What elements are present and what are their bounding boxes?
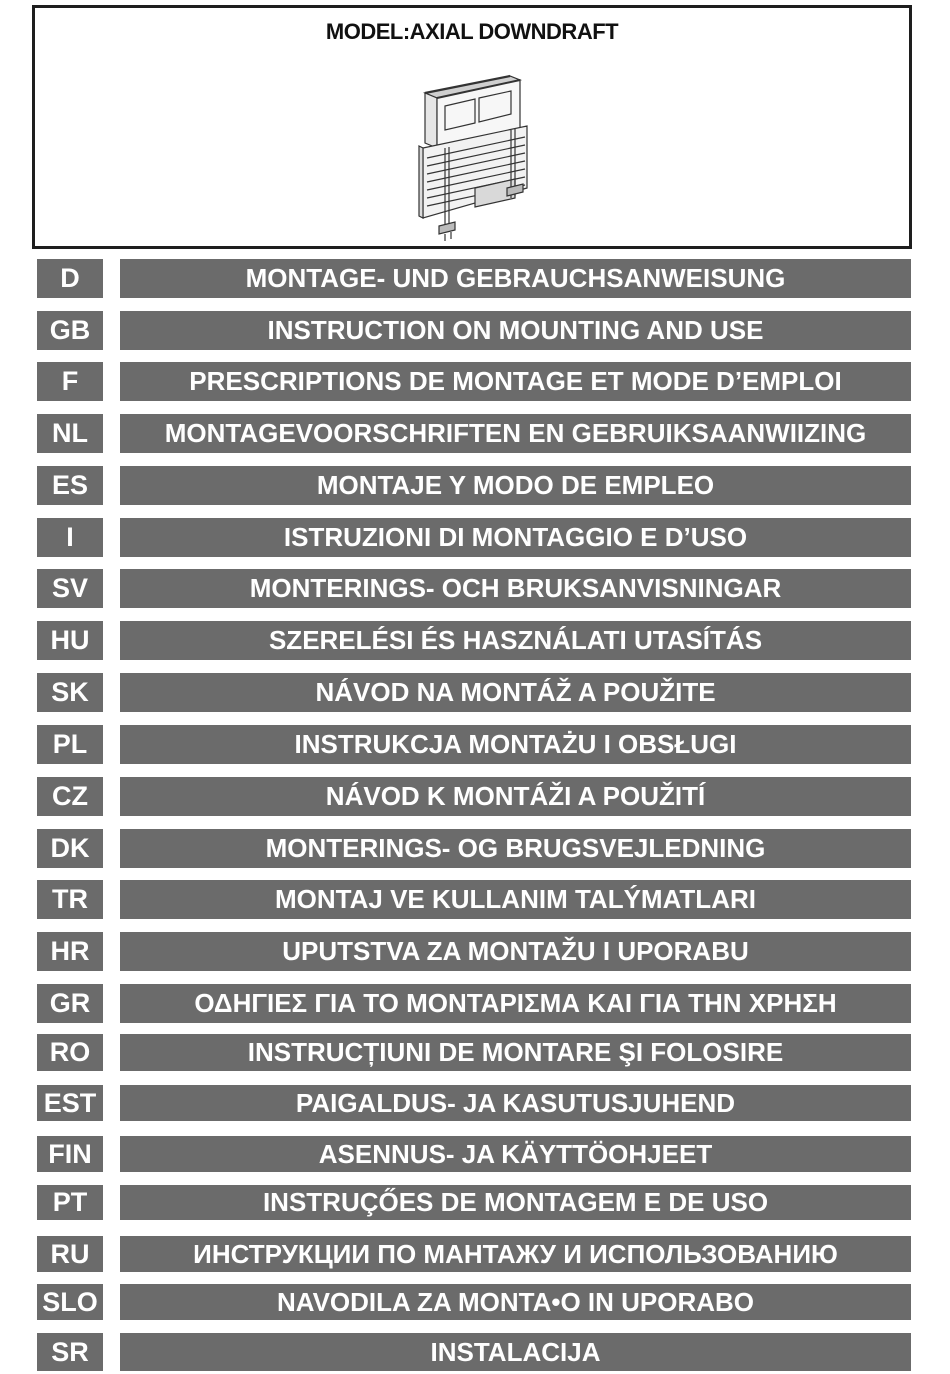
language-code-badge: [37, 880, 103, 919]
language-code: SV: [51, 573, 89, 603]
language-title-bar: [120, 829, 911, 868]
language-code-badge: [37, 1236, 103, 1272]
language-title: MONTAJ VE KULLANIM TALÝMATLARI: [275, 884, 756, 914]
language-row: [0, 880, 950, 919]
language-row: [0, 414, 950, 453]
language-title: ΟΔΗΓΙΕΣ ΓΙΑ ΤΟ ΜΟΝΤΑΡΙΣΜΑ ΚΑΙ ΓΙΑ ΤΗΝ ΧΡΗΣΗ: [194, 988, 837, 1018]
language-title-bar: [120, 1136, 911, 1172]
language-title-bar: [120, 1236, 911, 1272]
language-title-bar: [120, 1185, 911, 1220]
language-title: UPUTSTVA ZA MONTAŽU I UPORABU: [282, 936, 749, 966]
language-row: [0, 362, 950, 401]
language-title-bar: [120, 259, 911, 298]
language-code-badge: [37, 777, 103, 816]
language-code: F: [61, 366, 79, 396]
language-row: [0, 1333, 950, 1371]
language-title: INSTRUCȚIUNI DE MONTARE ŞI FOLOSIRE: [247, 1037, 784, 1067]
language-title-bar: [120, 621, 911, 660]
language-code-badge: [37, 1333, 103, 1371]
language-code: ES: [51, 470, 89, 500]
language-title-bar: [120, 932, 911, 971]
language-code-badge: [37, 673, 103, 712]
language-code-badge: [37, 466, 103, 505]
language-code: EST: [43, 1087, 97, 1118]
language-code-badge: [37, 725, 103, 764]
language-code-badge: [37, 569, 103, 608]
language-title: SZERELÉSI ÉS HASZNÁLATI UTASÍTÁS: [268, 625, 763, 655]
language-row: [0, 1034, 950, 1071]
language-title: NÁVOD NA MONTÁŽ A POUŽITE: [315, 677, 716, 707]
language-code-badge: [37, 1085, 103, 1121]
language-code: NL: [52, 418, 88, 448]
language-title: MONTAGE- UND GEBRAUCHSANWEISUNG: [245, 263, 786, 293]
language-title-bar: [120, 362, 911, 401]
language-title: MONTAJE Y MODO DE EMPLEO: [316, 470, 715, 500]
language-title-bar: [120, 414, 911, 453]
language-row: [0, 1085, 950, 1121]
language-code-badge: [37, 829, 103, 868]
language-code-badge: [37, 362, 103, 401]
language-code: SR: [51, 1336, 89, 1367]
language-title-bar: [120, 984, 911, 1023]
language-title-bar: [120, 880, 911, 919]
model-title: MODEL:AXIAL DOWNDRAFT: [325, 19, 619, 44]
language-title: MONTERINGS- OCH BRUKSANVISNINGAR: [249, 573, 782, 603]
language-code: DK: [50, 833, 90, 863]
language-code: PT: [52, 1187, 88, 1217]
language-title: PAIGALDUS- JA KASUTUSJUHEND: [295, 1087, 736, 1118]
language-row: [0, 569, 950, 608]
language-row: [0, 1185, 950, 1220]
language-title: INSTRUÇŐES DE MONTAGEM E DE USO: [262, 1187, 769, 1217]
language-code: RO: [49, 1037, 91, 1067]
language-title-bar: [120, 777, 911, 816]
language-title-bar: [120, 311, 911, 350]
language-title: NÁVOD K MONTÁŽI A POUŽITÍ: [325, 781, 706, 811]
language-row: [0, 984, 950, 1023]
language-code-badge: [37, 932, 103, 971]
language-title-bar: [120, 1333, 911, 1371]
language-code: SK: [51, 677, 89, 707]
language-code: SLO: [42, 1286, 98, 1317]
language-code: D: [60, 263, 80, 293]
language-code: FIN: [48, 1138, 92, 1169]
model-header-frame: [32, 5, 912, 249]
language-code-badge: [37, 621, 103, 660]
language-row: [0, 1136, 950, 1172]
language-code-badge: [37, 259, 103, 298]
language-title: INSTALACIJA: [430, 1336, 601, 1367]
language-title: MONTAGEVOORSCHRIFTEN EN GEBRUIKSAANWIIZING: [164, 418, 867, 448]
language-code-badge: [37, 1284, 103, 1320]
language-code-badge: [37, 1136, 103, 1172]
language-row: [0, 725, 950, 764]
language-title: ISTRUZIONI DI MONTAGGIO E D’USO: [283, 522, 748, 552]
language-title-bar: [120, 569, 911, 608]
language-code: PL: [52, 729, 88, 759]
language-row: [0, 466, 950, 505]
language-title-bar: [120, 1034, 911, 1071]
language-row: [0, 621, 950, 660]
language-code: GB: [49, 315, 91, 345]
language-code: CZ: [52, 781, 88, 811]
language-row: [0, 932, 950, 971]
language-code-badge: [37, 1034, 103, 1071]
language-code-badge: [37, 518, 103, 557]
language-title-bar: [120, 725, 911, 764]
language-code-badge: [37, 414, 103, 453]
language-row: [0, 518, 950, 557]
language-code: GR: [49, 988, 91, 1018]
language-row: [0, 829, 950, 868]
language-code-badge: [37, 1185, 103, 1220]
language-row: [0, 1284, 950, 1320]
language-code: RU: [50, 1238, 90, 1269]
language-row: [0, 259, 950, 298]
language-code-badge: [37, 984, 103, 1023]
language-code-badge: [37, 311, 103, 350]
language-code: HU: [50, 625, 90, 655]
language-title: INSTRUCTION ON MOUNTING AND USE: [267, 315, 764, 345]
language-title-bar: [120, 1284, 911, 1320]
language-row: [0, 1236, 950, 1272]
language-code: TR: [52, 884, 88, 914]
language-code: HR: [50, 936, 90, 966]
language-row: [0, 777, 950, 816]
language-title: MONTERINGS- OG BRUGSVEJLEDNING: [265, 833, 766, 863]
language-title: ASENNUS- JA KÄYTTÖOHJEET: [318, 1138, 713, 1169]
language-title-bar: [120, 673, 911, 712]
language-title: ИНСТРУКЦИИ ПО МАНТАЖУ И ИСПОЛЬЗОВАНИЮ: [193, 1238, 838, 1269]
downdraft-hood-illustration: [415, 48, 585, 243]
language-title: PRESCRIPTIONS DE MONTAGE ET MODE D’EMPLOI: [189, 366, 842, 396]
language-row: [0, 311, 950, 350]
language-title: INSTRUKCJA MONTAŻU I OBSŁUGI: [294, 729, 737, 759]
language-title-bar: [120, 518, 911, 557]
language-title-bar: [120, 1085, 911, 1121]
language-row: [0, 673, 950, 712]
language-title-bar: [120, 466, 911, 505]
language-title: NAVODILA ZA MONTA•O IN UPORABO: [276, 1286, 755, 1317]
language-code: I: [66, 522, 74, 552]
